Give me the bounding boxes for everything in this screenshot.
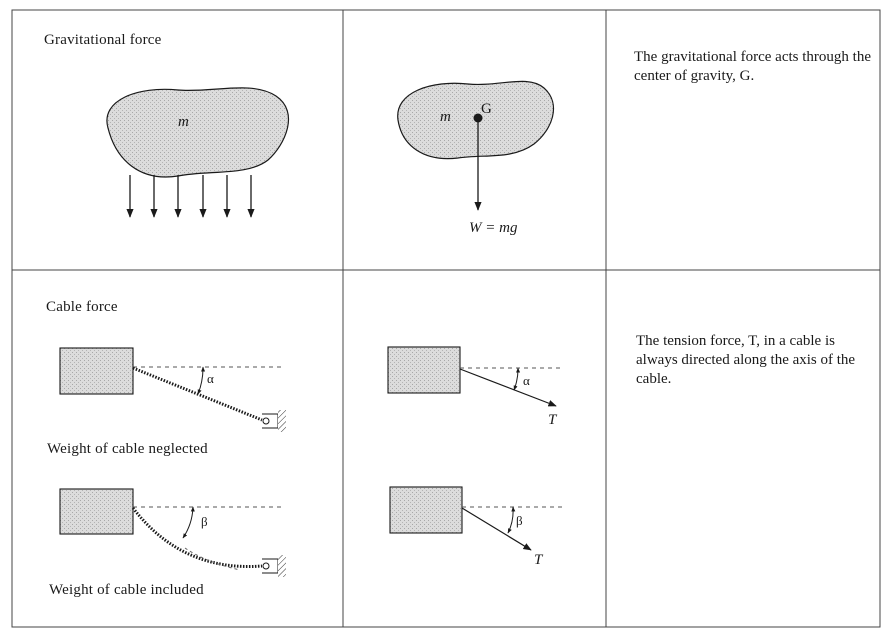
alpha-label-2: α	[523, 373, 530, 388]
cable-pin-2	[263, 563, 269, 569]
gravity-description: The gravitational force acts through the center of gravity, G.	[634, 49, 871, 84]
alpha-label-1: α	[207, 371, 214, 386]
angle-arc-alpha-2	[514, 368, 518, 390]
cable-included-caption: Weight of cable included	[49, 582, 204, 598]
tension-label-2: T	[534, 552, 543, 568]
cable-pin-1	[263, 418, 269, 424]
beta-label-1: β	[201, 514, 208, 529]
mass-label-concentrated: m	[440, 109, 451, 125]
wall-support-1	[278, 410, 286, 432]
beta-label-2: β	[516, 513, 523, 528]
angle-arc-alpha-1	[198, 367, 203, 394]
cable-force-title: Cable force	[46, 299, 118, 315]
cable-straight	[133, 368, 262, 420]
cable-sagging	[133, 508, 262, 567]
cable-description: The tension force, T, in a cable is always directed along the axis of the cable.	[636, 333, 856, 387]
center-of-gravity-label: G	[481, 101, 493, 117]
tension-label-1: T	[548, 412, 557, 428]
tension-vector-1	[460, 369, 556, 406]
gravitational-force-title: Gravitational force	[44, 32, 162, 48]
block-fbd-1	[388, 347, 460, 393]
wall-support-2	[278, 555, 286, 577]
block-fbd-2	[390, 487, 462, 533]
angle-arc-beta-2	[508, 507, 513, 533]
cable-neglected-caption: Weight of cable neglected	[47, 441, 208, 457]
weight-label: W = mg	[469, 220, 518, 236]
block-neglected	[60, 348, 133, 394]
mass-blob-distributed	[107, 88, 289, 177]
distributed-weight-arrows	[130, 175, 251, 217]
block-included	[60, 489, 133, 534]
angle-arc-beta-1	[183, 507, 193, 538]
mass-label-distributed: m	[178, 114, 189, 130]
